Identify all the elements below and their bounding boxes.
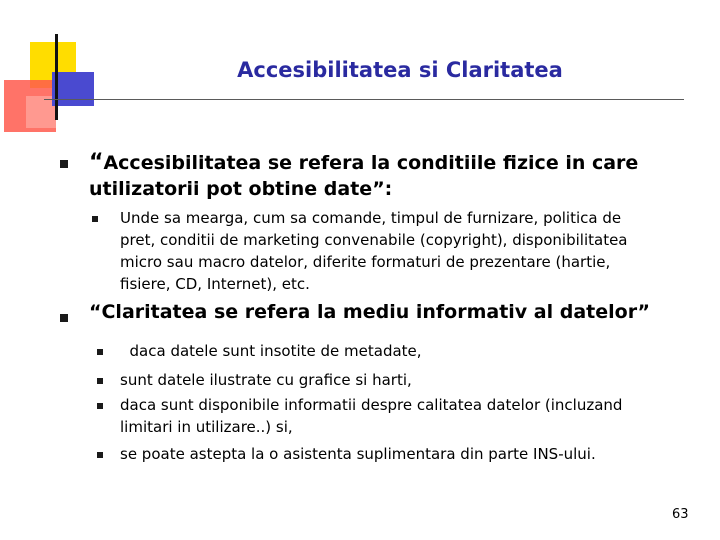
sub-bullet-marker (97, 349, 103, 355)
sub-bullet-1-line-3: micro sau macro datelor, diferite formaturi de prezentare (hartie, (120, 253, 611, 271)
sub-bullet-2-3-line-2: limitari in utilizare..) si, (120, 418, 293, 436)
sub-bullet-marker (92, 216, 98, 222)
page-number: 63 (672, 507, 689, 522)
sub-bullet-marker (97, 403, 103, 409)
bullet-marker (60, 160, 68, 168)
bullet-2-line-1: “Claritatea se refera la mediu informativ al datelor” (89, 301, 650, 323)
bullet-1-line-1: “Accesibilitatea se refera la conditiile fizice in care (89, 150, 639, 175)
bullet-1-line-2: utilizatorii pot obtine date”: (89, 178, 393, 200)
sub-bullet-1-line-4: fisiere, CD, Internet), etc. (120, 275, 310, 293)
sub-bullet-2-4: se poate astepta la o asistenta suplimentara din parte INS-ului. (120, 445, 596, 463)
sub-bullet-marker (97, 378, 103, 384)
open-quote: “ (89, 150, 104, 175)
bullet-marker (60, 314, 68, 322)
sub-bullet-2-3-line-1: daca sunt disponibile informatii despre calitatea datelor (incluzand (120, 396, 623, 414)
sub-bullet-2-2: sunt datele ilustrate cu grafice si harti, (120, 371, 412, 389)
sub-bullet-2-1: daca datele sunt insotite de metadate, (120, 342, 422, 360)
sub-bullet-1-line-1: Unde sa mearga, cum sa comande, timpul de furnizare, politica de (120, 209, 622, 227)
sub-bullet-marker (97, 452, 103, 458)
slide-title: Accesibilitatea si Claritatea (237, 58, 563, 82)
title-divider-line (44, 99, 684, 100)
sub-bullet-1-line-2: pret, conditii de marketing convenabile (copyright), disponibilitatea (120, 231, 628, 249)
